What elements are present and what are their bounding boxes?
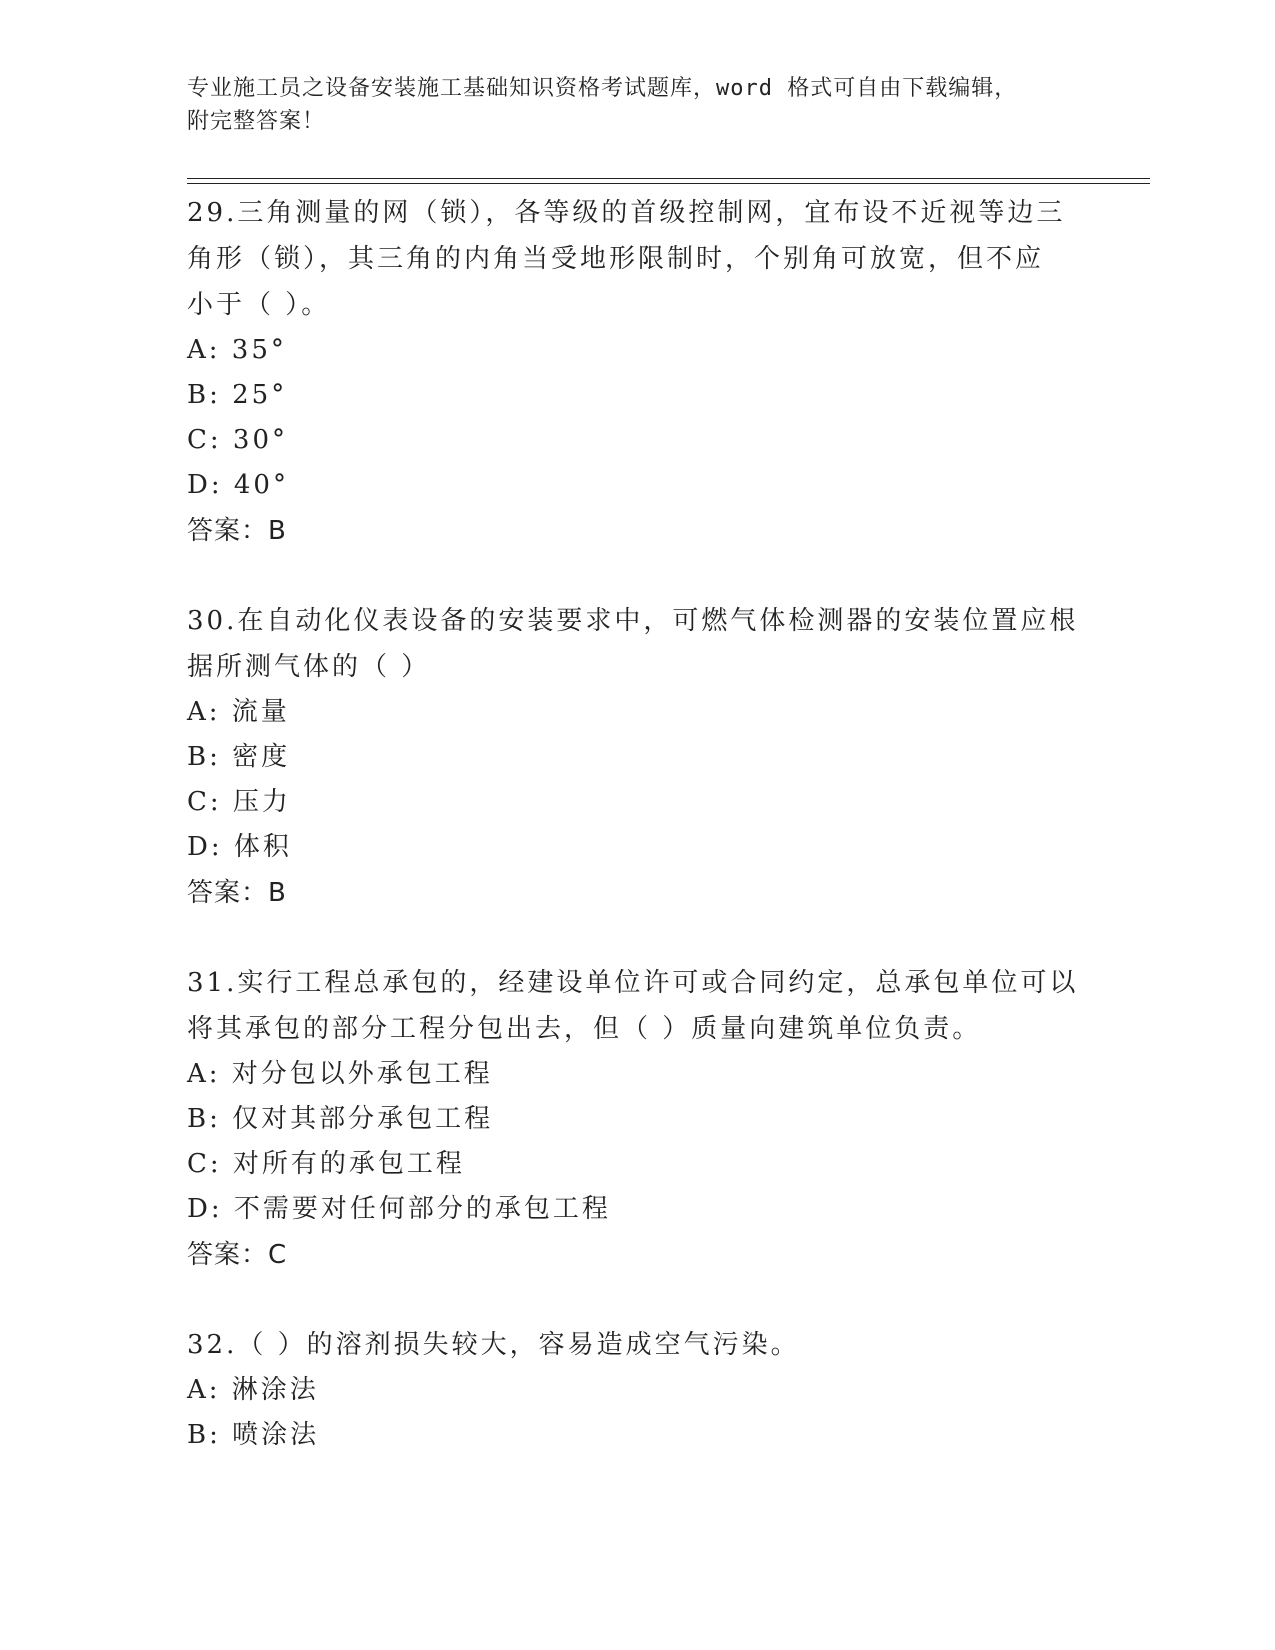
header-divider-top (187, 178, 1150, 179)
question-text-line: 32.（ ）的溶剂损失较大，容易造成空气污染。 (187, 1330, 800, 1360)
option-a: A: 淋涂法 (187, 1375, 319, 1405)
question-text-line: 31.实行工程总承包的，经建设单位许可或合同约定，总承包单位可以 (187, 968, 1079, 998)
header-divider-bottom (187, 183, 1150, 184)
option-b: B: 25° (187, 380, 288, 410)
option-d: D: 体积 (187, 832, 292, 862)
document-header (187, 72, 1087, 138)
question-text-line: 29.三角测量的网（锁），各等级的首级控制网，宜布设不近视等边三 (187, 198, 1066, 228)
option-a: A: 对分包以外承包工程 (187, 1059, 493, 1089)
question-text-line: 据所测气体的（ ） (187, 652, 431, 682)
question-list (187, 190, 1087, 1502)
option-d: D: 40° (187, 470, 289, 500)
question-text-line: 角形（锁），其三角的内角当受地形限制时，个别角可放宽，但不应 (187, 244, 1045, 274)
question-31 (187, 960, 1087, 1278)
option-d: D: 不需要对任何部分的承包工程 (187, 1194, 611, 1224)
question-text-line: 30.在自动化仪表设备的安装要求中，可燃气体检测器的安装位置应根 (187, 606, 1079, 636)
option-c: C: 30° (187, 425, 289, 455)
option-b: B: 喷涂法 (187, 1420, 320, 1450)
header-line-2: 附完整答案！ (187, 109, 326, 134)
question-text-line: 小于（ ）。 (187, 290, 331, 320)
question-29 (187, 190, 1087, 554)
option-c: C: 对所有的承包工程 (187, 1149, 465, 1179)
question-32 (187, 1322, 1087, 1458)
answer: 答案：C (187, 1240, 288, 1270)
question-30 (187, 598, 1087, 916)
option-a: A: 流量 (187, 697, 290, 727)
answer: 答案：B (187, 516, 287, 546)
option-a: A: 35° (187, 335, 287, 365)
option-c: C: 压力 (187, 787, 291, 817)
header-line-1: 专业施工员之设备安装施工基础知识资格考试题库，word 格式可自由下载编辑， (187, 76, 1018, 101)
answer: 答案：B (187, 878, 287, 908)
option-b: B: 密度 (187, 742, 291, 772)
option-b: B: 仅对其部分承包工程 (187, 1104, 494, 1134)
question-text-line: 将其承包的部分工程分包出去，但（ ）质量向建筑单位负责。 (187, 1014, 982, 1044)
